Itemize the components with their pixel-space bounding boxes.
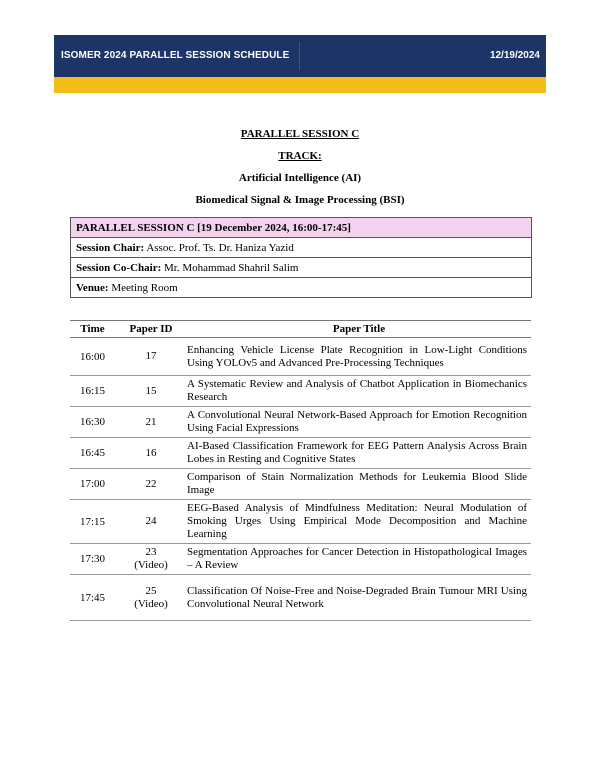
paper-title-cell bbox=[187, 338, 531, 376]
time-cell: 16:30 bbox=[70, 407, 115, 438]
header-divider bbox=[299, 42, 300, 70]
paper-title: A Systematic Review and Analysis of Chatbot Application in Biomechanics Research bbox=[187, 378, 527, 403]
session-headings bbox=[0, 127, 600, 215]
session-venue-name: Meeting Room bbox=[111, 282, 178, 294]
session-chair-label: Session Chair: bbox=[76, 242, 145, 254]
session-title-row: PARALLEL SESSION C [19 December 2024, 16:00-17:45] bbox=[71, 218, 531, 238]
paper-title: EEG-Based Analysis of Mindfulness Meditation: Neural Modulation of Smoking Urges Using Empirical Mode Decomposition and Machine Learning bbox=[187, 502, 527, 540]
time-cell: 17:00 bbox=[70, 469, 115, 500]
schedule-body bbox=[70, 338, 531, 621]
paper-id-cell bbox=[115, 575, 187, 621]
paper-title: Enhancing Vehicle License Plate Recognition in Low-Light Conditions Using YOLOv5 and Advanced Pre-Processing Techniques bbox=[187, 343, 527, 369]
paper-title: A Convolutional Neural Network-Based Approach for Emotion Recognition Using Facial Expressions bbox=[187, 409, 527, 434]
paper-title-cell bbox=[187, 469, 531, 500]
paper-id-cell bbox=[115, 500, 187, 544]
session-chair-name: Assoc. Prof. Ts. Dr. Haniza Yazid bbox=[146, 242, 294, 254]
paper-id: 17 bbox=[145, 350, 157, 362]
paper-id-cell bbox=[115, 376, 187, 407]
paper-id-cell bbox=[115, 407, 187, 438]
paper-title: Comparison of Stain Normalization Methods for Leukemia Blood Slide Image bbox=[187, 471, 527, 496]
paper-id: 23 bbox=[145, 546, 157, 558]
time-cell: 17:15 bbox=[70, 500, 115, 544]
time-cell: 17:45 bbox=[70, 575, 115, 621]
paper-id: 24 bbox=[145, 515, 157, 527]
session-cochair-label: Session Co-Chair: bbox=[76, 262, 162, 274]
track-name-2: Biomedical Signal & Image Processing (BSI) bbox=[195, 194, 405, 206]
paper-id: 16 bbox=[145, 446, 157, 459]
paper-id-cell bbox=[115, 438, 187, 469]
session-venue-row bbox=[71, 278, 531, 298]
paper-title-cell bbox=[187, 544, 531, 575]
paper-title: AI-Based Classification Framework for EEG Pattern Analysis Across Brain Lobes in Resting and Cognitive States bbox=[187, 440, 527, 465]
session-cochair-row bbox=[71, 258, 531, 278]
session-heading: PARALLEL SESSION C bbox=[240, 128, 360, 140]
column-header-time: Time bbox=[70, 321, 115, 338]
paper-format-note: (Video) bbox=[134, 597, 168, 610]
paper-id: 22 bbox=[145, 477, 157, 490]
paper-id: 15 bbox=[145, 384, 157, 397]
column-header-paper-id: Paper ID bbox=[115, 321, 187, 338]
schedule-table bbox=[70, 320, 531, 621]
paper-id-cell bbox=[115, 544, 187, 575]
session-info-box bbox=[70, 217, 532, 298]
table-row bbox=[70, 438, 531, 469]
time-cell: 16:15 bbox=[70, 376, 115, 407]
track-name-1: Artificial Intelligence (AI) bbox=[238, 172, 362, 184]
page-header bbox=[54, 35, 546, 77]
time-cell: 16:45 bbox=[70, 438, 115, 469]
table-row bbox=[70, 407, 531, 438]
paper-title-cell bbox=[187, 376, 531, 407]
header-date: 12/19/2024 bbox=[489, 50, 540, 61]
paper-title-cell bbox=[187, 438, 531, 469]
table-row bbox=[70, 469, 531, 500]
paper-id: 25 bbox=[145, 584, 157, 597]
session-cochair-name: Mr. Mohammad Shahril Salim bbox=[164, 262, 299, 274]
session-chair-row bbox=[71, 238, 531, 258]
paper-id-cell bbox=[115, 469, 187, 500]
column-header-paper-title: Paper Title bbox=[187, 321, 531, 338]
table-row bbox=[70, 500, 531, 544]
paper-title: Classification Of Noise-Free and Noise-Degraded Brain Tumour MRI Using Convolutional Neural Network bbox=[187, 584, 527, 610]
header-title: ISOMER 2024 PARALLEL SESSION SCHEDULE bbox=[61, 50, 290, 61]
time-cell: 17:30 bbox=[70, 544, 115, 575]
paper-title-cell bbox=[187, 500, 531, 544]
paper-id: 21 bbox=[145, 415, 157, 428]
paper-title-cell bbox=[187, 407, 531, 438]
table-row bbox=[70, 575, 531, 621]
time-cell: 16:00 bbox=[70, 338, 115, 376]
table-row bbox=[70, 376, 531, 407]
paper-title: Segmentation Approaches for Cancer Detection in Histopathological Images – A Review bbox=[187, 546, 527, 571]
header-accent-bar bbox=[54, 77, 546, 93]
paper-format-note: (Video) bbox=[134, 559, 168, 571]
table-row bbox=[70, 338, 531, 376]
paper-title-cell bbox=[187, 575, 531, 621]
track-label: TRACK: bbox=[278, 150, 322, 162]
table-row bbox=[70, 544, 531, 575]
session-venue-label: Venue: bbox=[76, 282, 109, 294]
paper-id-cell bbox=[115, 338, 187, 376]
schedule-header-row bbox=[70, 321, 531, 338]
